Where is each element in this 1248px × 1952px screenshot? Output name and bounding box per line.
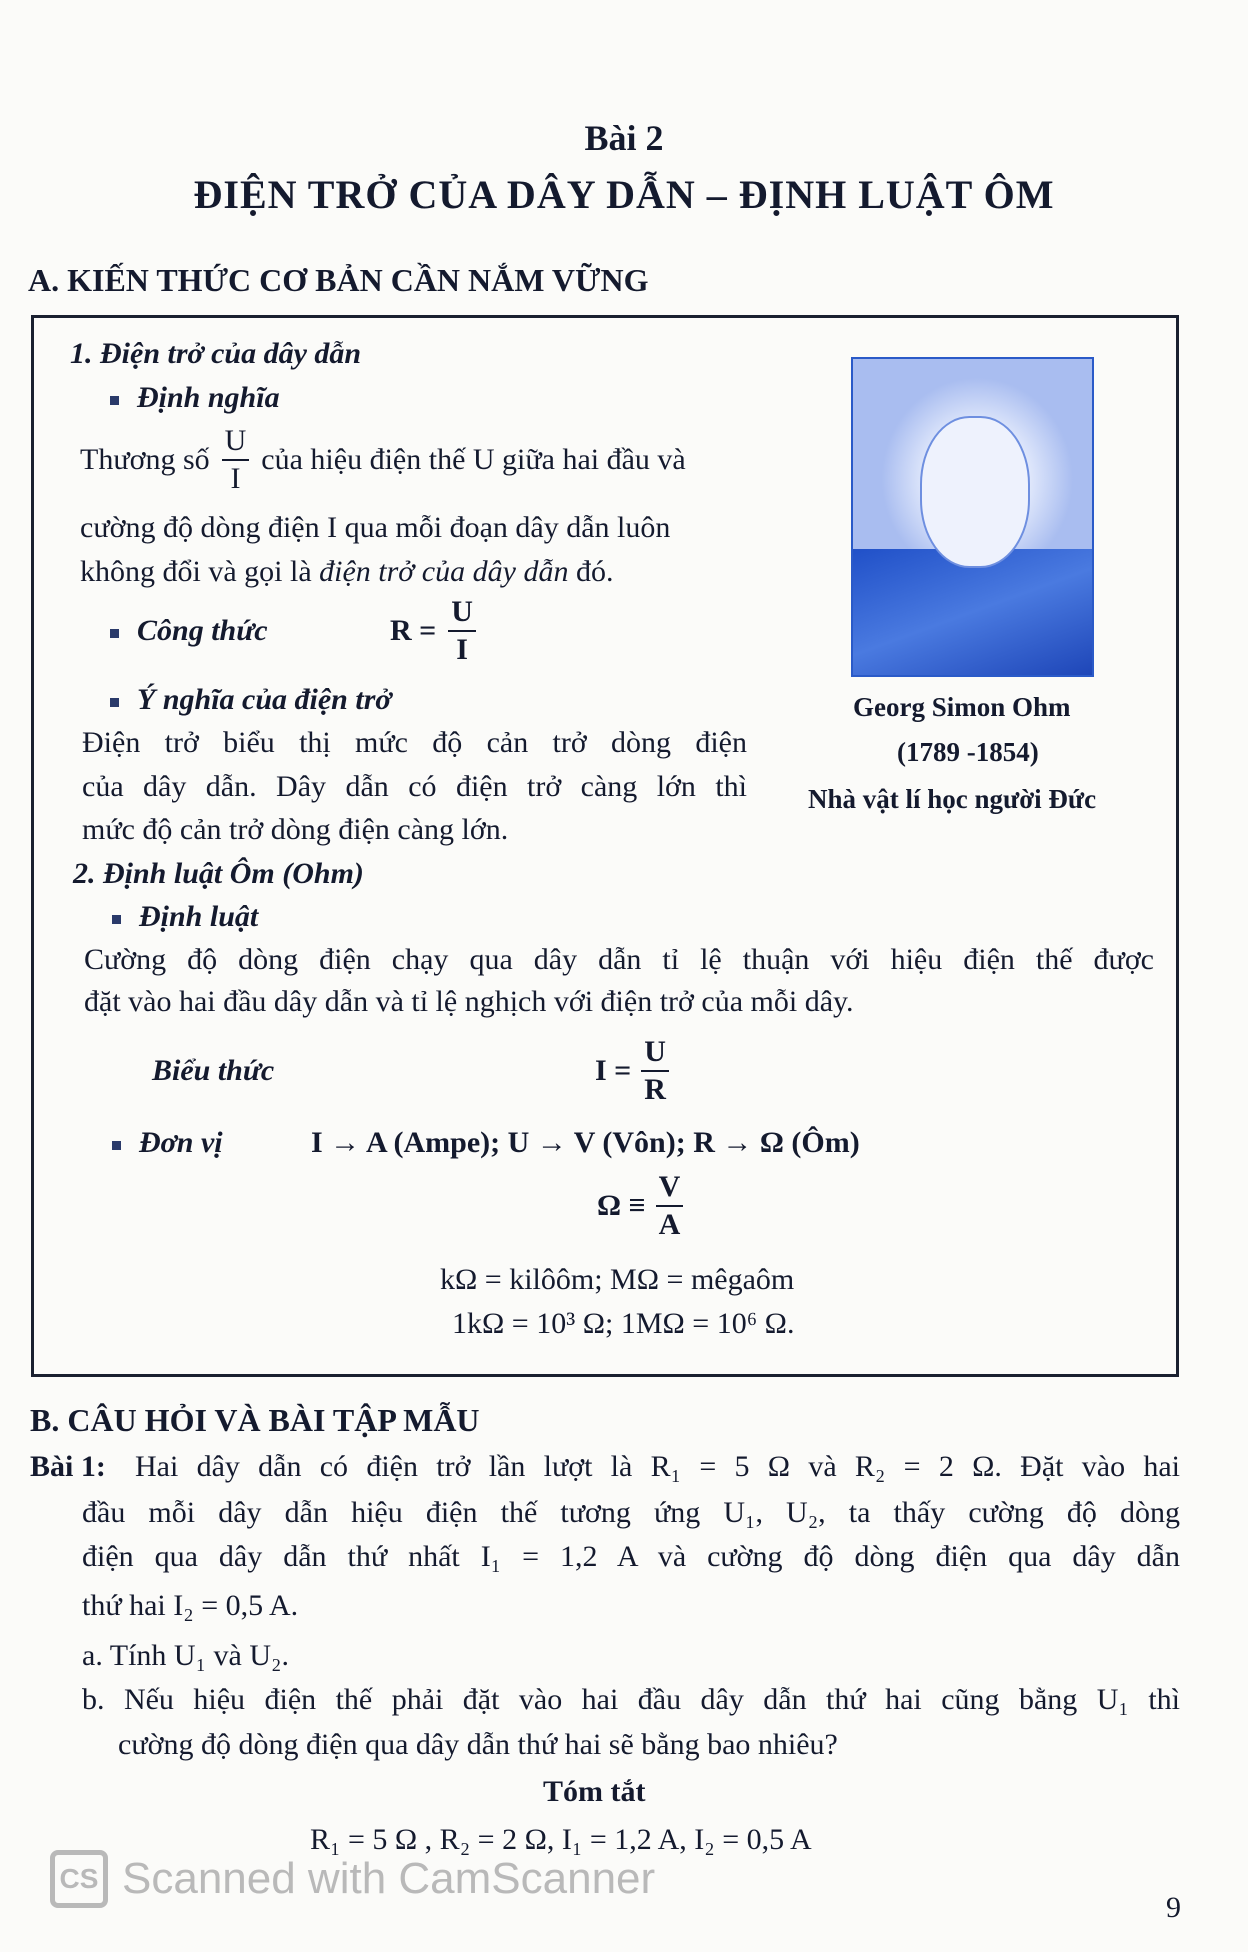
lesson-title: ĐIỆN TRỞ CỦA DÂY DẪN – ĐỊNH LUẬT ÔM [193,172,1055,217]
ohm-law-formula: I = $\frac{U}{R}$ [595,1036,673,1106]
law-line-1: Cường độ dòng điện chạy qua dây dẫn tỉ lệ thuận với hiệu điện thế được [84,943,1154,976]
portrait-caption: Nhà vật lí học người Đức [808,784,1097,814]
ohm-portrait [851,357,1094,677]
portrait-years: (1789 -1854) [897,737,1039,767]
law-line-2: đặt vào hai đầu dây dẫn và tỉ lệ nghịch với điện trở của mỗi dây. [84,985,854,1018]
exercise-line-1: Hai dây dẫn có điện trở lần lượt là R₁ = 5 Ω và R₂ = 2 Ω. Đặt vào hai [135,1450,1180,1483]
section-a-heading: A. KIẾN THỨC CƠ BẢN CẦN NẮM VỮNG [28,262,649,298]
question-b-line-1: b. Nếu hiệu điện thế phải đặt vào hai đầu dây dẫn thứ hai cũng bằng U₁ thì [82,1683,1180,1716]
conversion-line: 1kΩ = 10³ Ω; 1MΩ = 10⁶ Ω. [452,1307,795,1340]
bullet-icon [112,1141,121,1150]
meaning-line-3: mức độ cản trở dòng điện càng lớn. [82,813,509,846]
unit-label: Đơn vị [112,1128,223,1158]
question-b-line-2: cường độ dòng điện qua dây dẫn thứ hai sẽ bằng bao nhiêu? [118,1728,838,1761]
camscanner-logo-icon: CS [50,1850,108,1908]
lesson-number: Bài 2 [584,118,664,158]
camscanner-watermark [50,1850,655,1908]
definition-line-1 [80,425,686,495]
bullet-icon [110,629,119,638]
definition-label-text: Định nghĩa [137,381,280,414]
fraction-u-over-i: $\frac{U}{I}$ [222,426,250,494]
portrait-name: Georg Simon Ohm [853,692,1071,722]
exercise-line-3: điện qua dây dẫn thứ nhất I₁ = 1,2 A và cường độ dòng điện qua dây dẫn [82,1540,1180,1573]
definition-label [110,383,280,413]
meaning-line-2: của dây dẫn. Dây dẫn có điện trở càng lớn thì [82,770,747,803]
formula-label: Công thức [110,616,268,646]
section-b-heading: B. CÂU HỎI VÀ BÀI TẬP MẪU [30,1402,480,1438]
bullet-icon [110,396,119,405]
text: của hiệu điện thế U giữa hai đầu và [261,443,686,476]
page-number: 9 [1166,1891,1181,1924]
summary-values: R₁ = 5 Ω , R₂ = 2 Ω, I₁ = 1,2 A, I₂ = 0,5 A [310,1823,812,1856]
bullet-icon [112,915,121,924]
meaning-line-1: Điện trở biểu thị mức độ cản trở dòng điện [82,726,747,759]
resistance-formula: R = $\frac{U}{I}$ [390,596,480,666]
unit-text: I → A (Ampe); U → V (Vôn); R → Ω (Ôm) [311,1126,860,1159]
exercise-line-2: đầu mỗi dây dẫn hiệu điện thế tương ứng U₁, U₂, ta thấy cường độ dòng [82,1496,1180,1529]
summary-title: Tóm tắt [543,1775,646,1808]
law-label: Định luật [112,902,258,932]
subsection-2-title: 2. Định luật Ôm (Ohm) [73,857,364,890]
question-a: a. Tính U₁ và U₂. [82,1639,289,1672]
exercise-line-4: thứ hai I₂ = 0,5 A. [82,1589,299,1622]
exercise-label: Bài 1: [30,1450,106,1483]
definition-line-2: cường độ dòng điện I qua mỗi đoạn dây dẫn luôn [80,511,671,544]
expression-label: Biểu thức [152,1054,275,1087]
subsection-1-title: 1. Điện trở của dây dẫn [70,337,362,370]
ohm-definition-formula: Ω ≡ $\frac{V}{A}$ [597,1171,687,1241]
bullet-icon [110,698,119,707]
watermark-text: Scanned with CamScanner [122,1854,656,1903]
meaning-label: Ý nghĩa của điện trở [110,685,391,715]
kilo-mega-line: kΩ = kilôôm; MΩ = mêgaôm [440,1263,795,1296]
definition-line-3: không đổi và gọi là điện trở của dây dẫn đó. [80,555,614,588]
text: Thương số [80,443,210,476]
